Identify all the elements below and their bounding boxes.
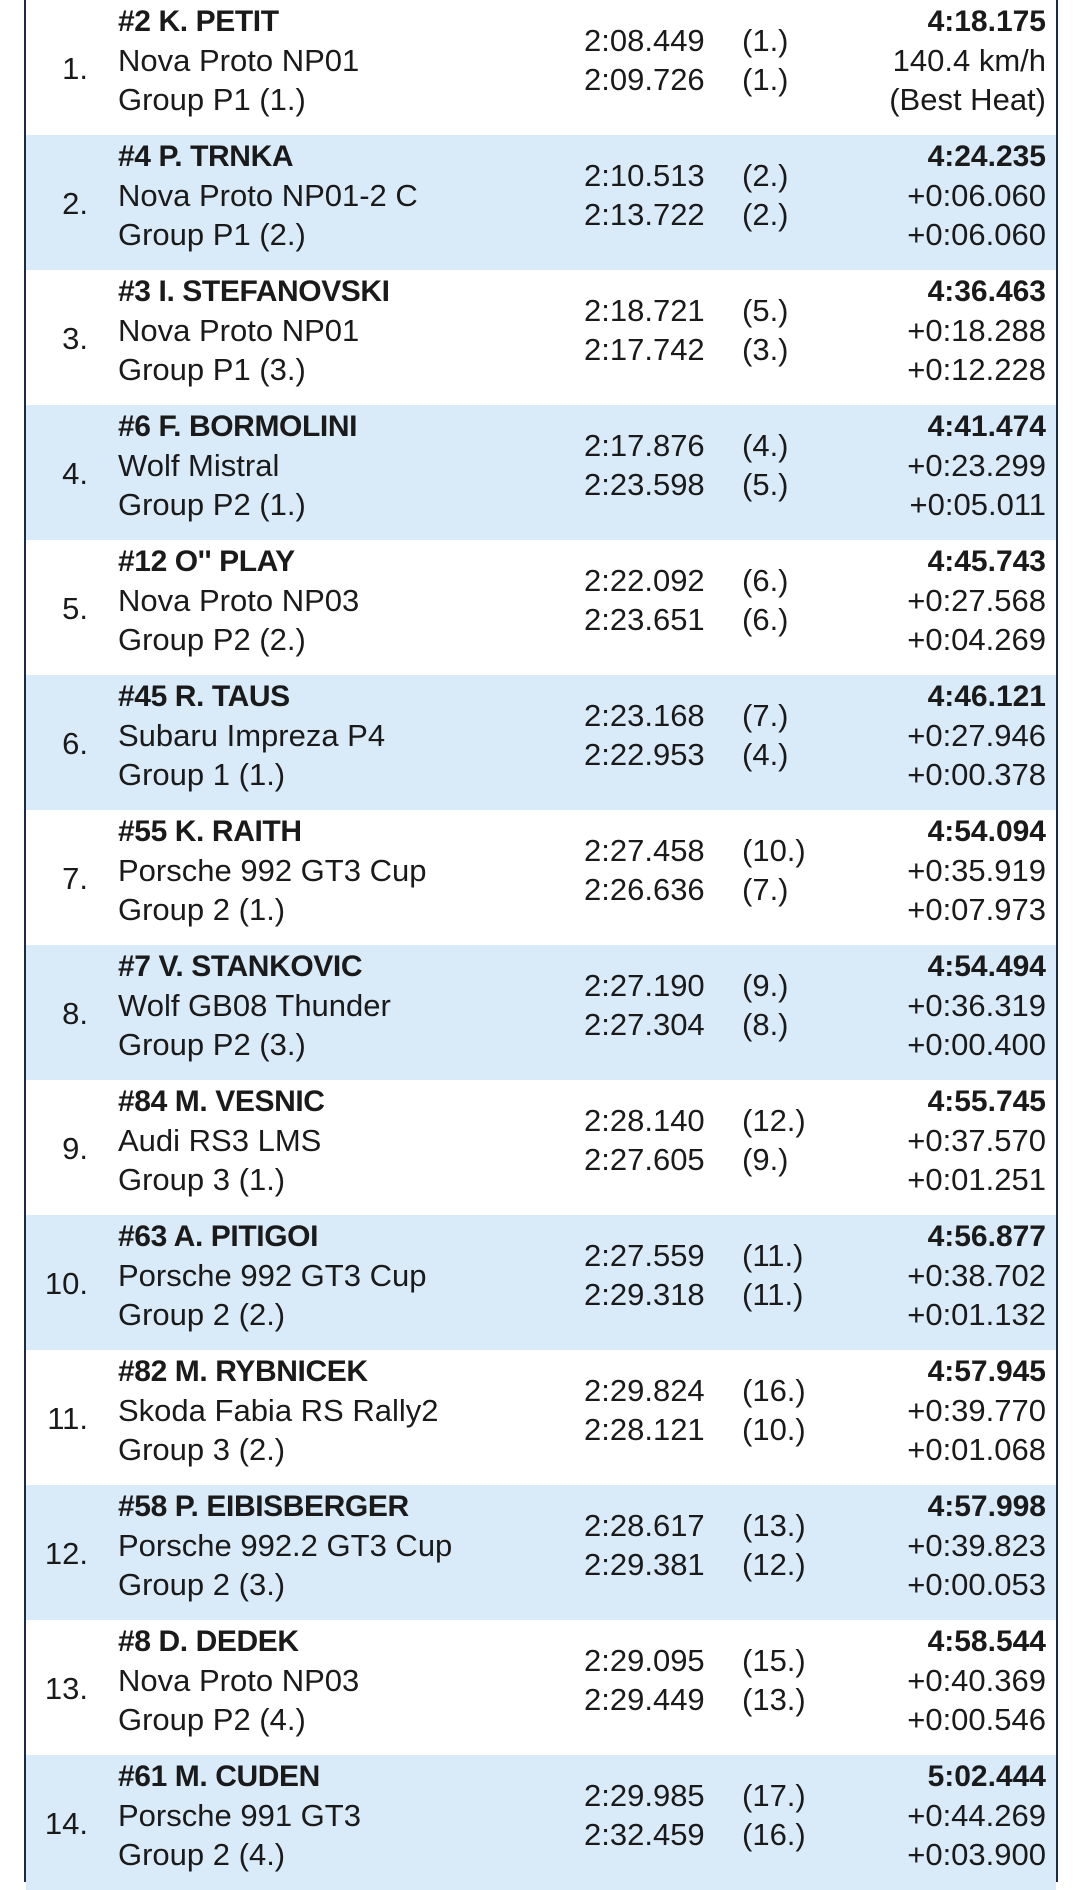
group-class: Group P1 (2.) — [118, 217, 306, 252]
lap-1 — [584, 426, 789, 465]
position: 8. — [62, 996, 88, 1031]
position: 14. — [44, 1806, 88, 1841]
result-row — [26, 1485, 1056, 1620]
total-time: 4:36.463 — [927, 275, 1046, 308]
group-class: Group 2 (4.) — [118, 1837, 286, 1872]
lap-1 — [584, 1236, 803, 1275]
car-model: Skoda Fabia RS Rally2 — [118, 1393, 439, 1428]
total-times — [907, 1082, 1046, 1199]
total-times — [907, 407, 1046, 524]
result-row — [26, 540, 1056, 675]
results-table — [24, 0, 1058, 1882]
entry-info — [118, 1487, 452, 1604]
total-time: 4:54.094 — [927, 815, 1046, 848]
position: 2. — [62, 186, 88, 221]
lap-2-time: 2:17.742 — [584, 332, 705, 367]
gap-to-previous: +0:01.068 — [907, 1432, 1046, 1467]
lap-2-rank: (6.) — [742, 602, 789, 637]
gap-to-first: +0:40.369 — [907, 1663, 1046, 1698]
position: 3. — [62, 321, 88, 356]
total-time: 4:54.494 — [927, 950, 1046, 983]
gap-to-first: +0:36.319 — [907, 988, 1046, 1023]
group-class: Group P2 (2.) — [118, 622, 306, 657]
car-model: Nova Proto NP03 — [118, 583, 360, 618]
group-class: Group 2 (1.) — [118, 892, 286, 927]
lap-2-time: 2:13.722 — [584, 197, 705, 232]
lap-2-time: 2:29.318 — [584, 1277, 705, 1312]
lap-2 — [584, 60, 789, 99]
gap-to-first: +0:23.299 — [907, 448, 1046, 483]
entry-info — [118, 272, 390, 389]
position: 1. — [62, 51, 88, 86]
lap-1 — [584, 1371, 806, 1410]
total-time: 4:24.235 — [927, 140, 1046, 173]
gap-to-first: +0:39.770 — [907, 1393, 1046, 1428]
total-times — [907, 1217, 1046, 1334]
gap-to-previous: (Best Heat) — [889, 82, 1046, 117]
lap-2-rank: (4.) — [742, 737, 789, 772]
result-row — [26, 675, 1056, 810]
lap-times — [584, 291, 789, 369]
gap-to-first: +0:27.946 — [907, 718, 1046, 753]
driver-name: #2 K. PETIT — [118, 5, 279, 38]
lap-1-rank: (4.) — [742, 428, 789, 463]
lap-1 — [584, 1776, 806, 1815]
lap-2 — [584, 1410, 806, 1449]
entry-info — [118, 1082, 325, 1199]
lap-1 — [584, 156, 789, 195]
lap-2-rank: (16.) — [742, 1817, 806, 1852]
position: 6. — [62, 726, 88, 761]
gap-to-first: +0:27.568 — [907, 583, 1046, 618]
total-times — [907, 677, 1046, 794]
total-times — [907, 1352, 1046, 1469]
position: 7. — [62, 861, 88, 896]
lap-2 — [584, 330, 789, 369]
lap-2-time: 2:29.449 — [584, 1682, 705, 1717]
lap-1-time: 2:29.824 — [584, 1373, 705, 1408]
entry-info — [118, 2, 359, 119]
lap-1-rank: (9.) — [742, 968, 789, 1003]
lap-times — [584, 1101, 806, 1179]
lap-2-time: 2:26.636 — [584, 872, 705, 907]
car-model: Subaru Impreza P4 — [118, 718, 386, 753]
gap-to-first: +0:37.570 — [907, 1123, 1046, 1158]
lap-2-rank: (11.) — [742, 1277, 804, 1312]
lap-2 — [584, 870, 806, 909]
group-class: Group 2 (3.) — [118, 1567, 286, 1602]
lap-times — [584, 156, 789, 234]
lap-2-rank: (12.) — [742, 1547, 806, 1582]
total-time: 4:45.743 — [927, 545, 1046, 578]
entry-info — [118, 812, 426, 929]
lap-2-time: 2:28.121 — [584, 1412, 705, 1447]
lap-1-rank: (10.) — [742, 833, 806, 868]
entry-info — [118, 137, 418, 254]
total-times — [907, 812, 1046, 929]
driver-name: #4 P. TRNKA — [118, 140, 294, 173]
gap-to-previous: +0:00.546 — [907, 1702, 1046, 1737]
entry-info — [118, 1622, 359, 1739]
lap-1 — [584, 21, 789, 60]
lap-1-rank: (16.) — [742, 1373, 806, 1408]
car-model: Porsche 991 GT3 — [118, 1798, 361, 1833]
lap-1 — [584, 1641, 806, 1680]
lap-1-rank: (11.) — [742, 1238, 804, 1273]
lap-2-rank: (9.) — [742, 1142, 789, 1177]
lap-2-rank: (10.) — [742, 1412, 806, 1447]
entry-info — [118, 542, 359, 659]
lap-2-time: 2:23.651 — [584, 602, 705, 637]
lap-2-rank: (7.) — [742, 872, 789, 907]
gap-to-previous: +0:00.400 — [907, 1027, 1046, 1062]
lap-1 — [584, 561, 789, 600]
lap-2-rank: (3.) — [742, 332, 789, 367]
position: 13. — [44, 1671, 88, 1706]
lap-2-time: 2:09.726 — [584, 62, 705, 97]
group-class: Group P2 (1.) — [118, 487, 306, 522]
car-model: Wolf Mistral — [118, 448, 280, 483]
result-row — [26, 1215, 1056, 1350]
lap-times — [584, 561, 789, 639]
lap-2 — [584, 195, 789, 234]
car-model: Porsche 992.2 GT3 Cup — [118, 1528, 453, 1563]
lap-times — [584, 831, 806, 909]
lap-times — [584, 21, 789, 99]
entry-info — [118, 1757, 361, 1874]
lap-1-rank: (13.) — [742, 1508, 806, 1543]
lap-1-time: 2:27.190 — [584, 968, 705, 1003]
position: 12. — [44, 1536, 88, 1571]
group-class: Group 3 (2.) — [118, 1432, 286, 1467]
lap-1-rank: (12.) — [742, 1103, 806, 1138]
total-times — [889, 2, 1046, 119]
result-row — [26, 135, 1056, 270]
gap-to-first: +0:06.060 — [907, 178, 1046, 213]
lap-2-time: 2:32.459 — [584, 1817, 705, 1852]
result-row — [26, 0, 1056, 135]
lap-1-rank: (15.) — [742, 1643, 806, 1678]
total-times — [907, 137, 1046, 254]
total-times — [907, 1487, 1046, 1604]
gap-to-first: +0:18.288 — [907, 313, 1046, 348]
lap-2-rank: (1.) — [742, 62, 789, 97]
lap-times — [584, 1506, 806, 1584]
lap-1-time: 2:23.168 — [584, 698, 705, 733]
lap-1-rank: (5.) — [742, 293, 789, 328]
lap-1-time: 2:27.559 — [584, 1238, 705, 1273]
car-model: Nova Proto NP03 — [118, 1663, 360, 1698]
total-times — [907, 542, 1046, 659]
position: 5. — [62, 591, 88, 626]
lap-times — [584, 696, 789, 774]
total-time: 4:58.544 — [927, 1625, 1046, 1658]
lap-2 — [584, 1545, 806, 1584]
group-class: Group 1 (1.) — [118, 757, 286, 792]
lap-1-rank: (17.) — [742, 1778, 806, 1813]
car-model: Nova Proto NP01 — [118, 313, 360, 348]
driver-name: #58 P. EIBISBERGER — [118, 1490, 409, 1523]
gap-to-previous: +0:06.060 — [907, 217, 1046, 252]
driver-name: #82 M. RYBNICEK — [118, 1355, 368, 1388]
gap-to-previous: +0:07.973 — [907, 892, 1046, 927]
entry-info — [118, 677, 385, 794]
gap-to-first: +0:44.269 — [907, 1798, 1046, 1833]
lap-1 — [584, 1506, 806, 1545]
entry-info — [118, 1352, 439, 1469]
lap-1-time: 2:29.985 — [584, 1778, 705, 1813]
lap-1-time: 2:18.721 — [584, 293, 705, 328]
car-model: Wolf GB08 Thunder — [118, 988, 391, 1023]
lap-1-time: 2:10.513 — [584, 158, 705, 193]
lap-1-rank: (6.) — [742, 563, 789, 598]
gap-to-previous: +0:00.053 — [907, 1567, 1046, 1602]
group-class: Group 2 (2.) — [118, 1297, 286, 1332]
position: 11. — [47, 1401, 88, 1436]
lap-1 — [584, 1101, 806, 1140]
total-time: 4:55.745 — [927, 1085, 1046, 1118]
total-times — [907, 947, 1046, 1064]
position: 9. — [62, 1131, 88, 1166]
total-time: 4:46.121 — [927, 680, 1046, 713]
lap-times — [584, 1371, 806, 1449]
gap-to-previous: +0:03.900 — [907, 1837, 1046, 1872]
lap-2-time: 2:29.381 — [584, 1547, 705, 1582]
lap-2 — [584, 1815, 806, 1854]
group-class: Group P1 (1.) — [118, 82, 306, 117]
lap-1-rank: (1.) — [742, 23, 789, 58]
car-model: Nova Proto NP01-2 C — [118, 178, 418, 213]
driver-name: #6 F. BORMOLINI — [118, 410, 358, 443]
total-times — [907, 272, 1046, 389]
lap-1 — [584, 966, 789, 1005]
lap-times — [584, 426, 789, 504]
lap-1-time: 2:29.095 — [584, 1643, 705, 1678]
gap-to-previous: +0:00.378 — [907, 757, 1046, 792]
lap-1 — [584, 291, 789, 330]
gap-to-previous: +0:12.228 — [907, 352, 1046, 387]
total-time: 4:56.877 — [927, 1220, 1046, 1253]
lap-1-time: 2:08.449 — [584, 23, 705, 58]
driver-name: #8 D. DEDEK — [118, 1625, 299, 1658]
gap-to-first: 140.4 km/h — [892, 43, 1046, 78]
lap-times — [584, 1641, 806, 1719]
lap-times — [584, 1776, 806, 1854]
total-time: 4:18.175 — [927, 5, 1046, 38]
total-times — [907, 1757, 1046, 1874]
entry-info — [118, 1217, 426, 1334]
driver-name: #61 M. CUDEN — [118, 1760, 320, 1793]
group-class: Group P2 (4.) — [118, 1702, 306, 1737]
lap-2 — [584, 1005, 789, 1044]
group-class: Group 3 (1.) — [118, 1162, 286, 1197]
entry-info — [118, 407, 357, 524]
gap-to-first: +0:38.702 — [907, 1258, 1046, 1293]
total-time: 5:02.444 — [927, 1760, 1046, 1793]
lap-1-time: 2:27.458 — [584, 833, 705, 868]
driver-name: #3 I. STEFANOVSKI — [118, 275, 390, 308]
lap-1 — [584, 831, 806, 870]
driver-name: #63 A. PITIGOI — [118, 1220, 319, 1253]
gap-to-previous: +0:05.011 — [909, 487, 1046, 522]
lap-2-rank: (5.) — [742, 467, 789, 502]
lap-2-time: 2:27.605 — [584, 1142, 705, 1177]
gap-to-previous: +0:04.269 — [907, 622, 1046, 657]
gap-to-first: +0:35.919 — [907, 853, 1046, 888]
result-row — [26, 810, 1056, 945]
car-model: Porsche 992 GT3 Cup — [118, 853, 427, 888]
lap-2-time: 2:22.953 — [584, 737, 705, 772]
driver-name: #7 V. STANKOVIC — [118, 950, 363, 983]
lap-times — [584, 966, 789, 1044]
car-model: Nova Proto NP01 — [118, 43, 360, 78]
lap-1 — [584, 696, 789, 735]
lap-2 — [584, 465, 789, 504]
lap-1-time: 2:28.140 — [584, 1103, 705, 1138]
gap-to-first: +0:39.823 — [907, 1528, 1046, 1563]
result-row — [26, 270, 1056, 405]
position: 10. — [44, 1266, 88, 1301]
lap-2 — [584, 1680, 806, 1719]
result-row — [26, 1350, 1056, 1485]
lap-1-time: 2:22.092 — [584, 563, 705, 598]
driver-name: #45 R. TAUS — [118, 680, 290, 713]
driver-name: #12 O'' PLAY — [118, 545, 295, 578]
lap-2-rank: (8.) — [742, 1007, 789, 1042]
driver-name: #55 K. RAITH — [118, 815, 302, 848]
result-row — [26, 1080, 1056, 1215]
entry-info — [118, 947, 391, 1064]
lap-2-time: 2:27.304 — [584, 1007, 705, 1042]
lap-times — [584, 1236, 803, 1314]
lap-2-time: 2:23.598 — [584, 467, 705, 502]
position: 4. — [62, 456, 88, 491]
lap-2 — [584, 600, 789, 639]
lap-1-rank: (7.) — [742, 698, 789, 733]
lap-2 — [584, 1140, 806, 1179]
lap-1-time: 2:17.876 — [584, 428, 705, 463]
gap-to-previous: +0:01.132 — [907, 1297, 1046, 1332]
total-time: 4:41.474 — [927, 410, 1046, 443]
lap-2 — [584, 735, 789, 774]
result-row — [26, 1755, 1056, 1890]
lap-1-time: 2:28.617 — [584, 1508, 705, 1543]
gap-to-previous: +0:01.251 — [907, 1162, 1046, 1197]
group-class: Group P1 (3.) — [118, 352, 306, 387]
result-row — [26, 1620, 1056, 1755]
total-time: 4:57.998 — [927, 1490, 1046, 1523]
group-class: Group P2 (3.) — [118, 1027, 306, 1062]
lap-2-rank: (2.) — [742, 197, 789, 232]
total-times — [907, 1622, 1046, 1739]
car-model: Audi RS3 LMS — [118, 1123, 322, 1158]
total-time: 4:57.945 — [927, 1355, 1046, 1388]
result-row — [26, 945, 1056, 1080]
lap-2-rank: (13.) — [742, 1682, 806, 1717]
lap-2 — [584, 1275, 803, 1314]
lap-1-rank: (2.) — [742, 158, 789, 193]
result-row — [26, 405, 1056, 540]
driver-name: #84 M. VESNIC — [118, 1085, 325, 1118]
car-model: Porsche 992 GT3 Cup — [118, 1258, 427, 1293]
